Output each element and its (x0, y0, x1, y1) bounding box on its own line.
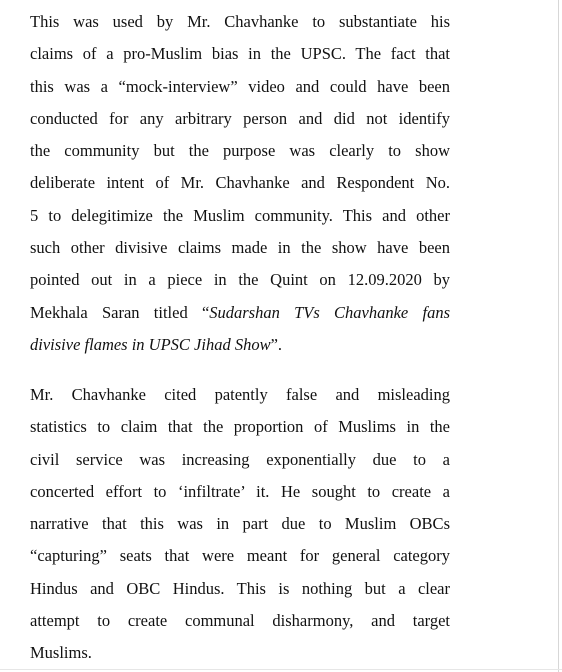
text-line (30, 135, 450, 167)
text-line (30, 605, 450, 637)
bottom-divider (0, 669, 562, 670)
text-segment: Hindus and OBC Hindus. This is nothing but a clear (30, 578, 450, 598)
text-line (30, 200, 450, 232)
text-line (30, 508, 450, 540)
page-edge-divider (558, 0, 559, 672)
text-line (30, 232, 450, 264)
paragraph-1 (30, 6, 450, 361)
text-line (30, 103, 450, 135)
text-line (30, 444, 450, 476)
italic-text: divisive flames in UPSC Jihad Show (30, 334, 271, 354)
text-segment: “capturing” seats that were meant for general category (30, 546, 450, 566)
text-line (30, 411, 450, 443)
text-segment: Mr. Chavhanke cited patently false and misleading (30, 385, 450, 404)
text-line (30, 476, 450, 508)
text-segment: ”. (270, 334, 283, 354)
text-segment: Mekhala Saran titled “ (30, 302, 210, 322)
text-segment: the community but the purpose was clearly to show (30, 141, 450, 161)
text-segment: pointed out in a piece in the Quint on 12.09.2020 by (30, 270, 450, 290)
text-line (30, 297, 450, 329)
text-segment: claims of a pro-Muslim bias in the UPSC. The fact that (30, 44, 450, 64)
text-line (30, 71, 450, 103)
text-line (30, 329, 450, 361)
text-segment: civil service was increasing exponentially due to a (30, 449, 450, 469)
text-segment: deliberate intent of Mr. Chavhanke and Respondent No. (30, 173, 450, 193)
text-line (30, 573, 450, 605)
italic-text: Sudarshan TVs Chavhanke fans (209, 302, 451, 322)
text-segment: narrative that this was in part due to Muslim OBCs (30, 514, 450, 534)
text-segment: statistics to claim that the proportion of Muslims in the (30, 417, 450, 437)
text-segment: This was used by Mr. Chavhanke to substantiate his (30, 12, 450, 31)
text-line (30, 264, 450, 296)
text-line (30, 637, 450, 669)
text-segment: such other divisive claims made in the show have been (30, 238, 450, 258)
text-line (30, 540, 450, 572)
text-segment: 5 to delegitimize the Muslim community. This and other (30, 205, 450, 225)
text-segment: this was a “mock-interview” video and could have been (30, 76, 450, 96)
text-line (30, 6, 450, 38)
text-segment: attempt to create communal disharmony, and target (30, 611, 450, 631)
text-segment: concerted effort to ‘infiltrate’ it. He sought to create a (30, 481, 450, 501)
text-line (30, 38, 450, 70)
text-segment: conducted for any arbitrary person and did not identify (30, 108, 450, 128)
text-line (30, 379, 450, 411)
text-segment: Muslims. (30, 643, 92, 663)
paragraph-2 (30, 379, 450, 670)
text-line (30, 167, 450, 199)
